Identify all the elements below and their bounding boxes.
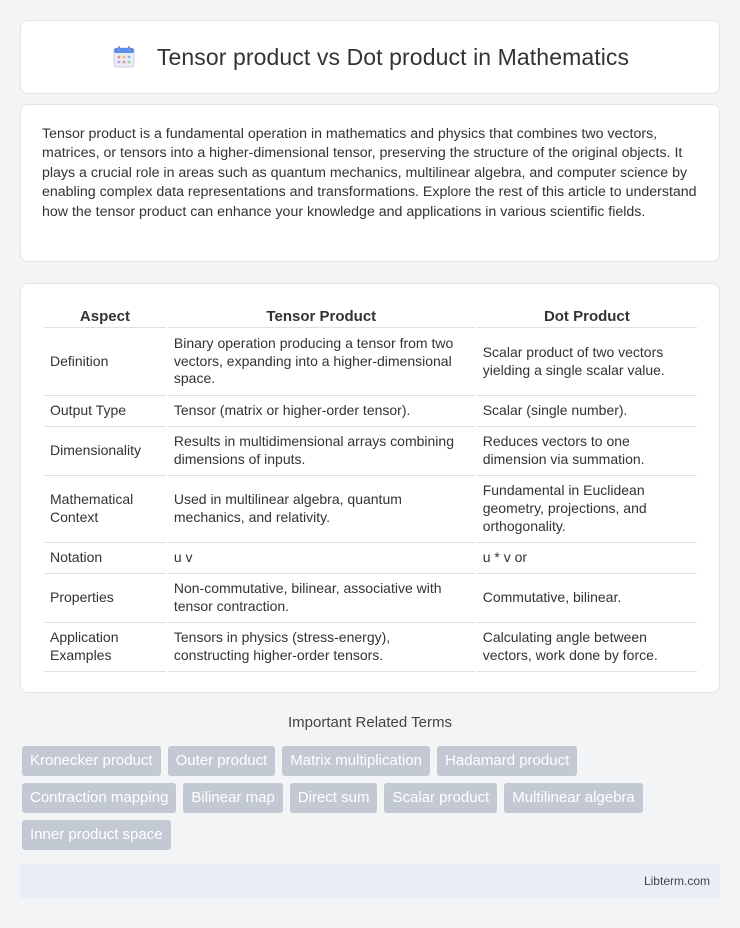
- row-dot-value: u * v or: [477, 543, 697, 574]
- row-dot-value: Calculating angle between vectors, work done by force.: [477, 623, 697, 672]
- table-header-row: [44, 304, 697, 328]
- table-row: [44, 574, 697, 623]
- row-aspect: Definition: [44, 328, 166, 396]
- comparison-table: [42, 304, 699, 672]
- row-aspect: Output Type: [44, 396, 166, 427]
- header-dot-product: Dot Product: [477, 304, 697, 328]
- row-aspect: Notation: [44, 543, 166, 574]
- row-tensor-value: Binary operation producing a tensor from two vectors, expanding into a higher-dimensional space.: [168, 328, 475, 396]
- row-dot-value: Fundamental in Euclidean geometry, projections, and orthogonality.: [477, 476, 697, 543]
- intro-paragraph: Tensor product is a fundamental operation in mathematics and physics that combines two vectors, matrices, or tensors into a higher-dimensional tensor, preserving the structure of the original objects. It plays a crucial role in areas such as quantum mechanics, multilinear algebra, and computer science by enabling complex data representations and transformations. Explore the rest of this article to understand how the tensor product can enhance your knowledge and applications in various scientific fields.: [42, 126, 697, 220]
- tag-bilinear-map[interactable]: Bilinear map: [183, 783, 282, 813]
- table-row: [44, 396, 697, 427]
- header-tensor-product: Tensor Product: [168, 304, 475, 328]
- row-aspect: Application Examples: [44, 623, 166, 672]
- row-tensor-value: u v: [168, 543, 475, 574]
- tag-multilinear-algebra[interactable]: Multilinear algebra: [504, 783, 643, 813]
- row-tensor-value: Non-commutative, bilinear, associative with tensor contraction.: [168, 574, 475, 623]
- tag-matrix-multiplication[interactable]: Matrix multiplication: [282, 746, 430, 776]
- footer: [20, 864, 720, 898]
- table-row: [44, 427, 697, 476]
- row-dot-value: Scalar (single number).: [477, 396, 697, 427]
- tag-direct-sum[interactable]: Direct sum: [290, 783, 378, 813]
- tag-kronecker-product[interactable]: Kronecker product: [22, 746, 161, 776]
- row-tensor-value: Used in multilinear algebra, quantum mechanics, and relativity.: [168, 476, 475, 543]
- comparison-table-card: [20, 283, 720, 693]
- calendar-grid-icon: [111, 44, 137, 70]
- page-title: Tensor product vs Dot product in Mathematics: [156, 43, 630, 70]
- row-aspect: Properties: [44, 574, 166, 623]
- table-row: [44, 476, 697, 543]
- row-aspect: Dimensionality: [44, 427, 166, 476]
- row-tensor-value: Tensor (matrix or higher-order tensor).: [168, 396, 475, 427]
- tag-inner-product-space[interactable]: Inner product space: [22, 820, 171, 850]
- table-row: [44, 623, 697, 672]
- tag-scalar-product[interactable]: Scalar product: [384, 783, 497, 813]
- row-tensor-value: Results in multidimensional arrays combining dimensions of inputs.: [168, 427, 475, 476]
- row-tensor-value: Tensors in physics (stress-energy), constructing higher-order tensors.: [168, 623, 475, 672]
- row-dot-value: Scalar product of two vectors yielding a single scalar value.: [477, 328, 697, 396]
- footer-site-link[interactable]: Libterm.com: [643, 874, 710, 888]
- tag-outer-product[interactable]: Outer product: [168, 746, 276, 776]
- header-card: [20, 20, 720, 94]
- table-row: [44, 543, 697, 574]
- tag-contraction-mapping[interactable]: Contraction mapping: [22, 783, 176, 813]
- related-terms-list: [22, 746, 722, 850]
- header-aspect: Aspect: [44, 304, 166, 328]
- table-row: [44, 328, 697, 396]
- intro-card: [20, 104, 720, 262]
- row-dot-value: Reduces vectors to one dimension via summation.: [477, 427, 697, 476]
- related-terms-title: Important Related Terms: [288, 714, 452, 731]
- tag-hadamard-product[interactable]: Hadamard product: [437, 746, 577, 776]
- row-aspect: Mathematical Context: [44, 476, 166, 543]
- row-dot-value: Commutative, bilinear.: [477, 574, 697, 623]
